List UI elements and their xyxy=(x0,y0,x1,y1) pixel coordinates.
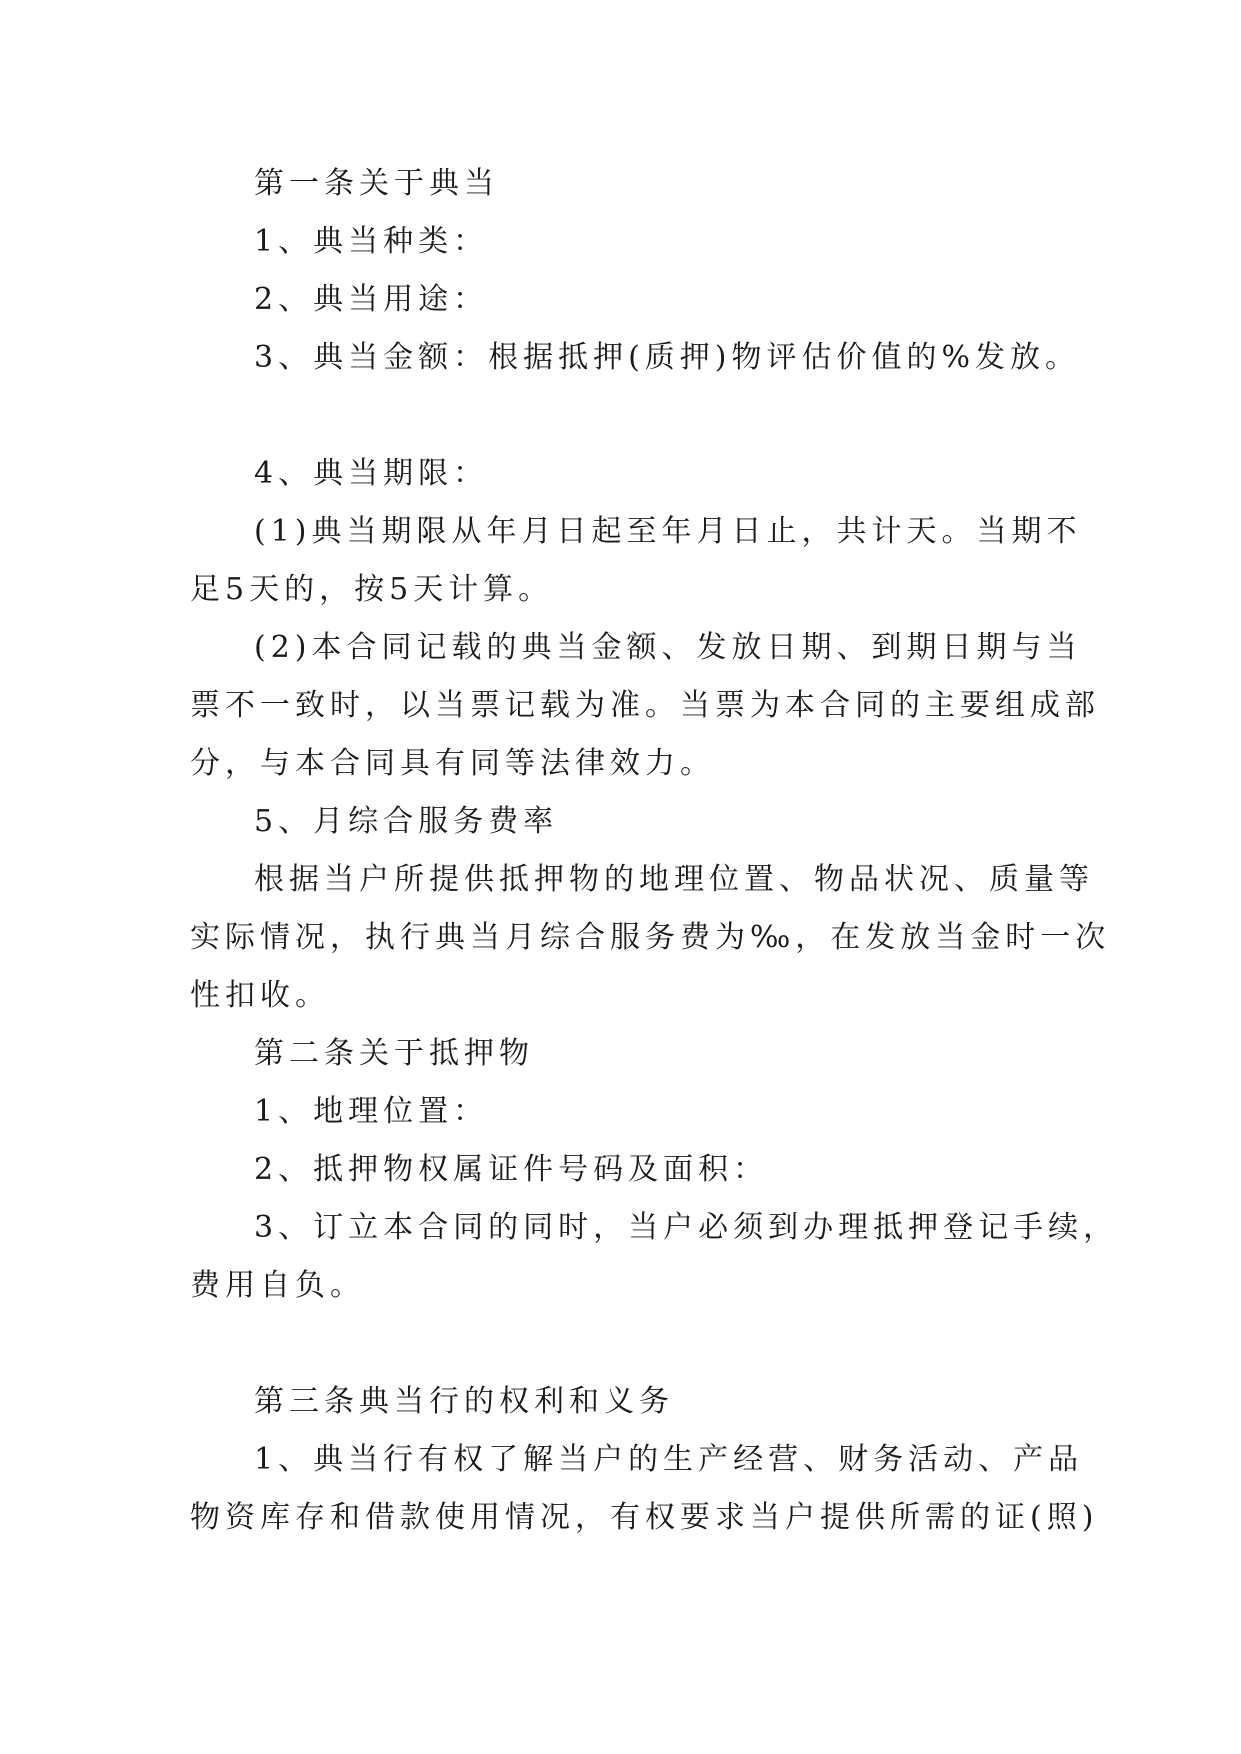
paragraph-line: 票不一致时，以当票记载为准。当票为本合同的主要组成部 xyxy=(190,688,1100,723)
paragraph-line: 足5天的，按5天计算。 xyxy=(190,572,554,607)
paragraph-line: 2、抵押物权属证件号码及面积： xyxy=(254,1152,769,1187)
section-1-heading: 第一条关于典当 xyxy=(254,166,499,201)
paragraph-line: 3、典当金额：根据抵押(质押)物评估价值的%发放。 xyxy=(254,340,1081,375)
paragraph-line: (1)典当期限从年月日起至年月日止，共计天。当期不 xyxy=(254,514,1082,549)
section-2-heading: 第二条关于抵押物 xyxy=(254,1036,534,1071)
paragraph-line: 物资库存和借款使用情况，有权要求当户提供所需的证(照) xyxy=(190,1500,1099,1535)
section-3-heading: 第三条典当行的权利和义务 xyxy=(254,1384,674,1419)
paragraph-line: (2)本合同记载的典当金额、发放日期、到期日期与当 xyxy=(254,630,1082,665)
paragraph-line: 2、典当用途： xyxy=(254,282,489,317)
paragraph-line: 5、月综合服务费率 xyxy=(254,804,559,839)
paragraph-line: 1、典当种类： xyxy=(254,224,489,259)
paragraph-line: 1、地理位置： xyxy=(254,1094,489,1129)
paragraph-line: 费用自负。 xyxy=(190,1268,365,1303)
paragraph-line: 分，与本合同具有同等法律效力。 xyxy=(190,746,715,781)
paragraph-line: 1、典当行有权了解当户的生产经营、财务活动、产品 xyxy=(254,1442,1084,1477)
paragraph-line: 实际情况，执行典当月综合服务费为‰，在发放当金时一次 xyxy=(190,920,1111,955)
paragraph-line: 3、订立本合同的同时，当户必须到办理抵押登记手续， xyxy=(254,1210,1119,1245)
paragraph-line: 根据当户所提供抵押物的地理位置、物品状况、质量等 xyxy=(254,862,1094,897)
paragraph-line: 性扣收。 xyxy=(190,978,330,1013)
paragraph-line: 4、典当期限： xyxy=(254,456,489,491)
